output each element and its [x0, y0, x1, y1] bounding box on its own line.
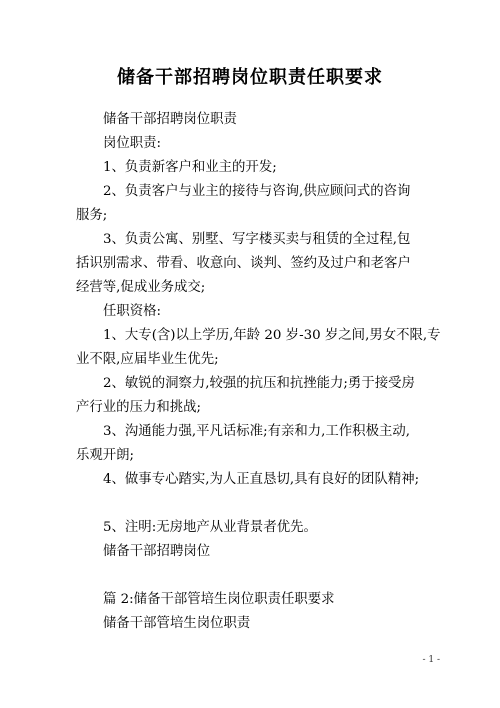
paragraph-line: 5、注明:无房地产从业背景者优先。: [103, 520, 317, 535]
paragraph-line: 1、负责新客户和业主的开发;: [103, 160, 277, 175]
paragraph-line: 储备干部招聘岗位职责: [103, 112, 237, 127]
blank-line: [76, 564, 448, 588]
paragraph-line: 储备干部招聘岗位: [103, 544, 211, 559]
paragraph-line: 括识别需求、带看、收意向、谈判、签约及过户和老客户: [76, 256, 411, 271]
paragraph-line: 经营等,促成业务成交;: [76, 280, 206, 295]
paragraph-line: 服务;: [76, 208, 108, 223]
paragraph-line: 任职资格:: [103, 304, 162, 319]
section-heading: 篇 2:储备干部管培生岗位职责任职要求: [103, 592, 335, 607]
document-body: [76, 108, 448, 636]
paragraph-line: 3、负责公寓、别墅、写字楼买卖与租赁的全过程,包: [103, 232, 411, 247]
paragraph-line: 1、大专(含)以上学历,年龄 20 岁-30 岁之间,男女不限,专: [103, 328, 441, 343]
paragraph-line: 业不限,应届毕业生优先;: [76, 352, 219, 367]
paragraph-line: 岗位职责:: [103, 136, 162, 151]
paragraph-line: 乐观开朗;: [76, 448, 135, 463]
page-number: - 1 -: [422, 655, 440, 665]
paragraph-line: 4、做事专心踏实,为人正直恳切,具有良好的团队精神;: [103, 472, 420, 487]
paragraph-line: 储备干部管培生岗位职责: [103, 616, 251, 631]
document-title: 储备干部招聘岗位职责任职要求: [117, 67, 383, 88]
paragraph-line: 2、敏锐的洞察力,较强的抗压和抗挫能力;勇于接受房: [103, 376, 415, 391]
paragraph-line: 产行业的压力和挑战;: [76, 400, 202, 415]
paragraph-line: 3、沟通能力强,平凡话标准;有亲和力,工作积极主动,: [103, 424, 411, 439]
paragraph-line: 2、负责客户与业主的接待与咨询,供应顾问式的咨询: [103, 184, 411, 199]
blank-line: [76, 492, 448, 516]
